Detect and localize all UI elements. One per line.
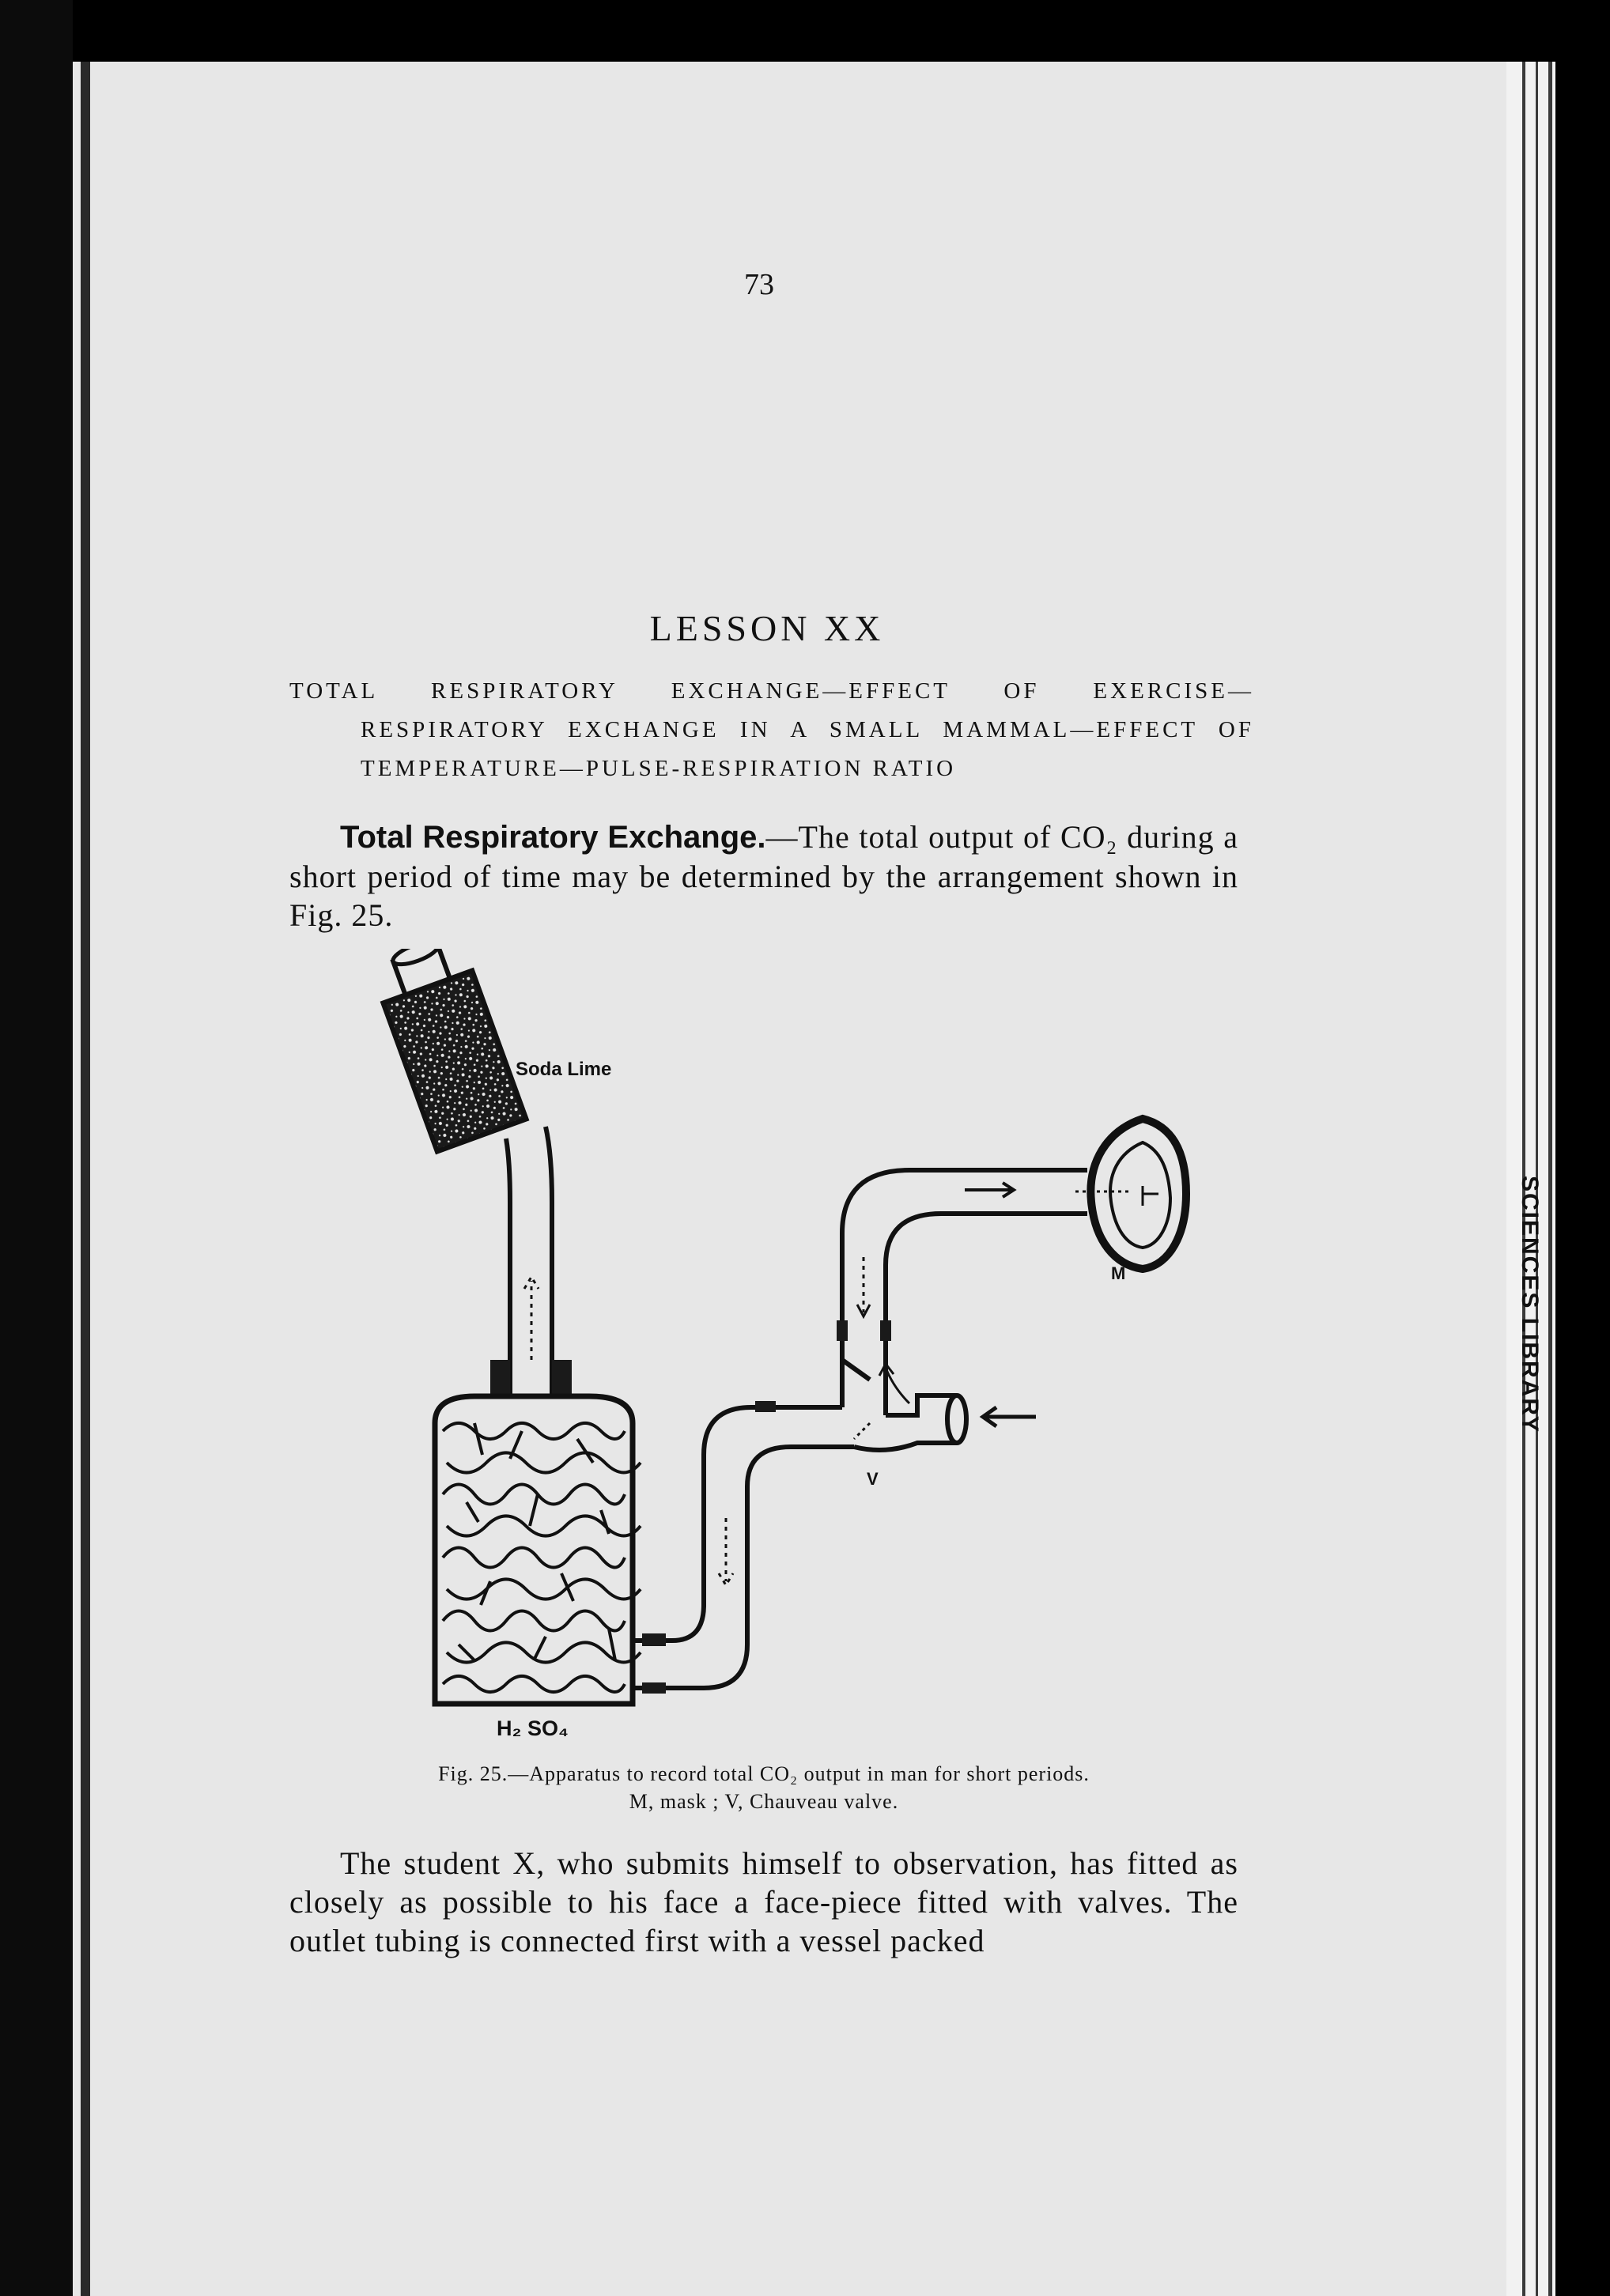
outlet-tube (506, 1127, 552, 1395)
return-flow-arrow (719, 1518, 733, 1585)
mask-label: M (1111, 1263, 1126, 1283)
soda-lime-tube (383, 949, 526, 1151)
apparatus-figure (316, 949, 1218, 1747)
upward-flow-arrow (524, 1277, 539, 1360)
paragraph-1 (289, 818, 1238, 935)
lesson-subtitle: TOTAL RESPIRATORY EXCHANGE—EFFECT OF EXERCISE—RESPIRATORY EXCHANGE IN A SMALL MAMMAL—EFFECT OF TEMPERATURE—PULSE-RESPIRATION RATIO (289, 678, 1254, 781)
tube-flow-arrow (965, 1183, 1014, 1197)
library-stamp: SCIENCES LIBRARY (1517, 1176, 1543, 1433)
inflow-arrow (983, 1407, 1036, 1426)
valve-bands (837, 1320, 891, 1341)
connector-bands (642, 1401, 776, 1694)
run-in-heading: Total Respiratory Exchange. (340, 820, 766, 855)
paragraph-1-text: —The total output of CO₂ during a short period of time may be determined by the arrangement shown in Fig. 25. (289, 819, 1239, 933)
gutter-fold-line (81, 62, 90, 2296)
mask (1075, 1119, 1186, 1269)
figure-caption (289, 1760, 1238, 1815)
soda-lime-label: Soda Lime (516, 1059, 612, 1080)
acid-label: H₂ SO₄ (497, 1716, 569, 1740)
lesson-title: LESSON XX (649, 608, 885, 648)
page-number: 73 (744, 268, 774, 301)
caption-line-2: M, mask ; V, Chauveau valve. (629, 1790, 899, 1813)
page-gutter (0, 0, 73, 2296)
valve-label: V (867, 1469, 879, 1489)
valve-flow-arrows (854, 1257, 909, 1439)
bottle (435, 1360, 641, 1704)
caption-line-1: Fig. 25.—Apparatus to record total CO₂ output in man for short periods. (438, 1762, 1090, 1785)
paragraph-2: The student X, who submits himself to observation, has fitted as closely as possible to his face a face-piece fitted with valves. The outlet tubing is connected first with a vessel packed (289, 1845, 1238, 1958)
